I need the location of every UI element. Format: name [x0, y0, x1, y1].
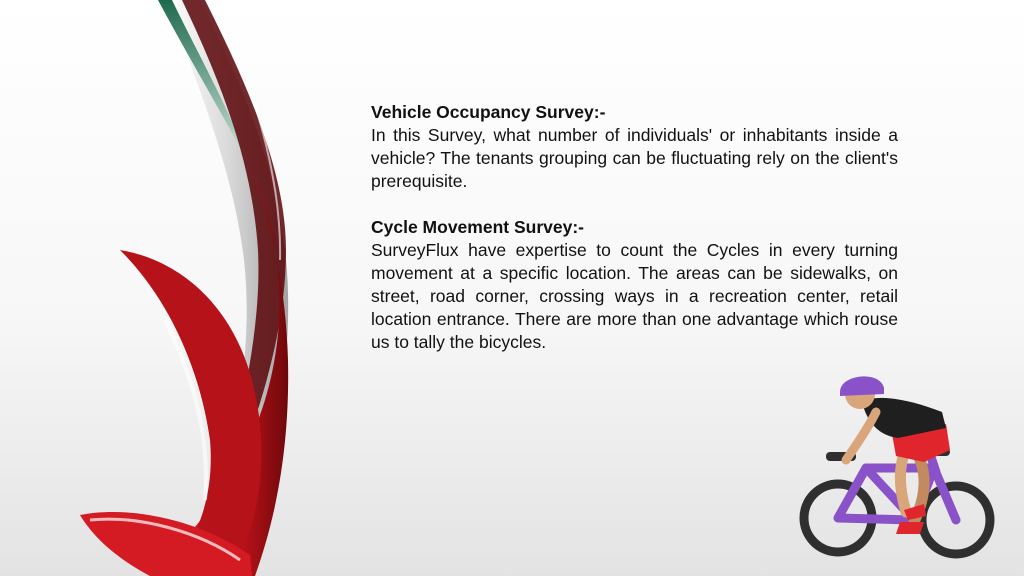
section-heading-vehicle-occupancy: Vehicle Occupancy Survey:- — [371, 102, 606, 122]
section-body-cycle-movement: SurveyFlux have expertise to count the Cycles in every turning movement at a specific location. The areas can be sidewalks, on street, road corner, crossing ways in a recreation center, retail location entrance. There are more than one advantage which rouse us to tally the bicycles. — [371, 240, 898, 352]
rider-shoe — [896, 522, 924, 534]
section-heading-cycle-movement: Cycle Movement Survey:- — [371, 217, 584, 237]
rider-arm — [846, 412, 876, 460]
section-body-vehicle-occupancy: In this Survey, what number of individuals' or inhabitants inside a vehicle? The tenants grouping can be fluctuating rely on the client's prerequisite. — [371, 125, 898, 191]
cyclist-illustration — [796, 372, 996, 564]
helmet-icon — [840, 376, 884, 396]
rider-leg-back — [900, 454, 906, 512]
decorative-ribbon-graphic — [0, 0, 300, 576]
text-content — [371, 101, 898, 354]
